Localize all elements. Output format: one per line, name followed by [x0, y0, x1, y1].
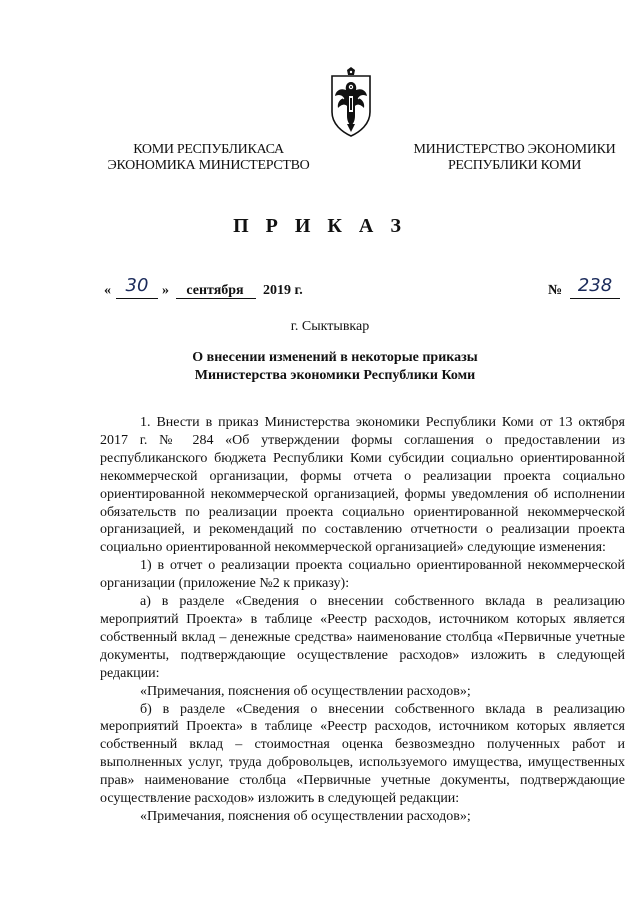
- date-month: сентября: [186, 283, 244, 298]
- date-open-quote: «: [104, 283, 111, 298]
- paragraph-subitem-a: а) в разделе «Сведения о внесении собственного вклада в реализацию мероприятий Проекта» в таблице «Реестр расходов, источником которых является собственный вклад – денежные средства» наименование столбца «Первичные учетные документы, подтверждающие осуществление расходов» изложить в следующей редакции:: [100, 594, 625, 681]
- issuer-komi-line2: ЭКОНОМИКА МИНИСТЕРСТВО: [107, 158, 310, 173]
- issuer-russian-name: [402, 142, 627, 174]
- issuer-russian-line1: МИНИСТЕРСТВО ЭКОНОМИКИ: [413, 142, 616, 157]
- order-number-handwritten: 238: [577, 275, 613, 296]
- subject-line2: Министерства экономики Республики Коми: [194, 368, 476, 383]
- subject-line1: О внесении изменений в некоторые приказы: [192, 350, 478, 365]
- date-number-line: [104, 275, 624, 301]
- paragraph-item-1: 1. Внести в приказ Министерства экономики Республики Коми от 13 октября 2017 г. № 284 «Об утверждении формы соглашения о предоставлении из республиканского бюджета Республики Коми субсидии социально ориентированной некоммерческой организации, формы отчета о реализации проекта социально ориентированной некоммерческой организацией, формы уведомления об исполнении обязательств по реализации проекта социально ориентированной некоммерческой организацией, и рекомендаций по составлению отчетности о реализации проекта социально ориентированной некоммерческой организацией» следующие изменения:: [100, 415, 625, 556]
- document-type-title: П Р И К А З: [233, 215, 407, 237]
- date-year: 2019 г.: [263, 283, 303, 298]
- paragraph-subitem-1: 1) в отчет о реализации проекта социально ориентированной некоммерческой организации (приложение №2 к приказу):: [100, 558, 625, 592]
- issuer-komi-line1: КОМИ РЕСПУБЛИКАСА: [133, 142, 284, 157]
- place-of-issue: г. Сыктывкар: [290, 319, 370, 334]
- paragraph-new-wording-b: «Примечания, пояснения об осуществлении расходов»;: [140, 808, 471, 824]
- issuer-russian-line2: РЕСПУБЛИКИ КОМИ: [447, 158, 582, 173]
- date-close-quote: »: [162, 283, 169, 298]
- komi-coat-of-arms-icon: [326, 66, 376, 138]
- order-subject: [150, 349, 520, 385]
- date-month-underline: [176, 298, 256, 299]
- paragraph-new-wording-a: «Примечания, пояснения об осуществлении расходов»;: [140, 683, 471, 699]
- number-sign: №: [548, 283, 563, 298]
- order-number-underline: [570, 298, 620, 299]
- paragraph-subitem-b: б) в разделе «Сведения о внесении собственного вклада в реализацию мероприятий Проекта» в таблице «Реестр расходов, источником которых является собственный вклад – стоимостная оценка безвозмездно полученных работ и выполненных услуг, труда добровольцев, используемого имущества, имущественных прав» наименование столбца «Первичные учетные документы, подтверждающие осуществление расходов» изложить в следующей редакции:: [100, 701, 625, 807]
- date-day-handwritten: 30: [125, 275, 149, 296]
- issuer-komi-name: [96, 142, 321, 174]
- order-body: [100, 414, 625, 826]
- date-day-underline: [116, 298, 158, 299]
